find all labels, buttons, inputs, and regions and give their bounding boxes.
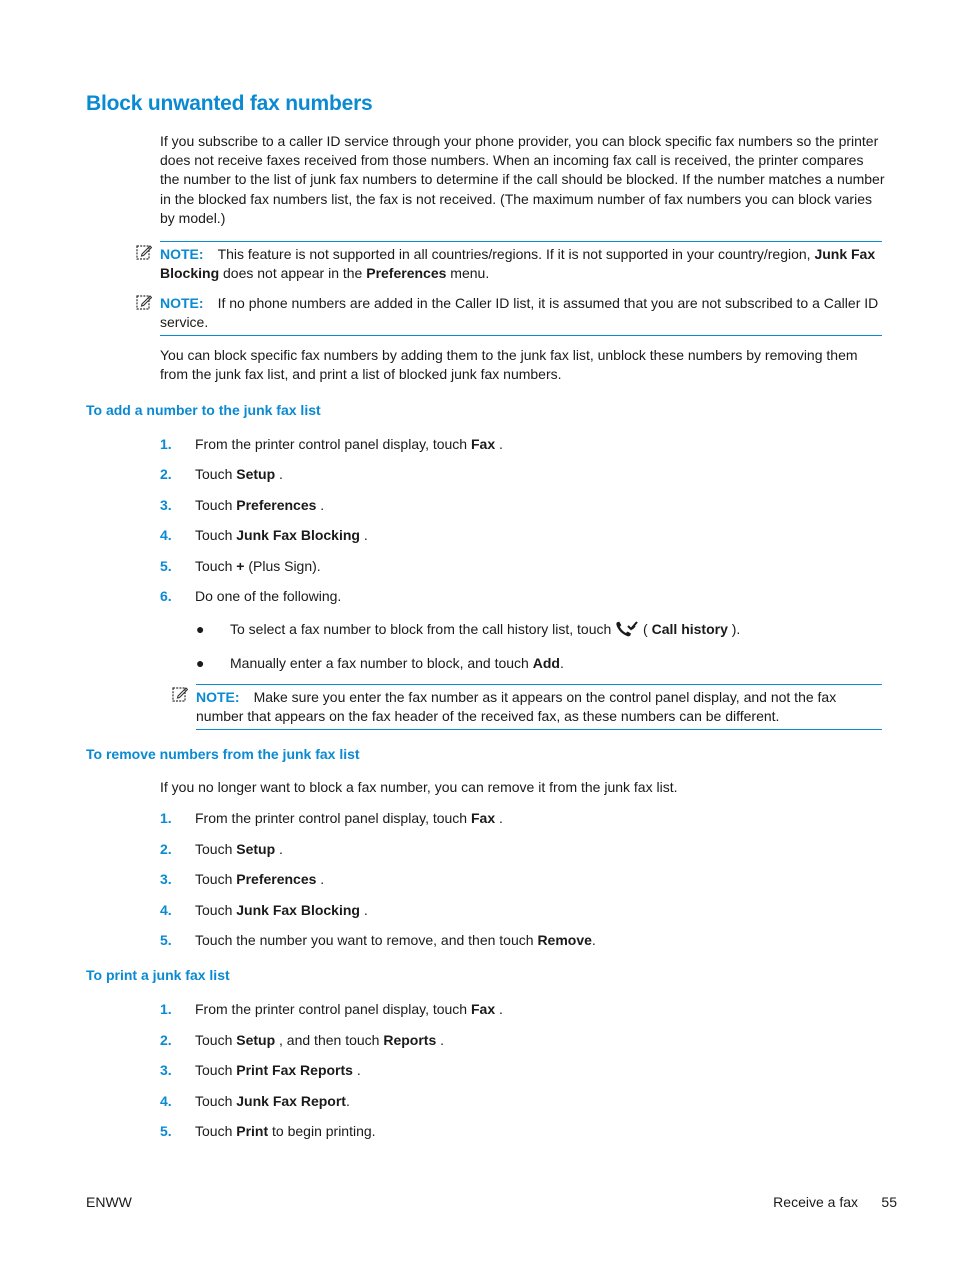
footer-section: Receive a fax — [773, 1194, 858, 1210]
bullet-dot: ● — [196, 621, 205, 637]
remove-intro: If you no longer want to block a fax number, you can remove it from the junk fax list. — [160, 779, 678, 795]
page-title: Block unwanted fax numbers — [86, 92, 373, 115]
block-overview-paragraph: You can block specific fax numbers by adding them to the junk fax list, unblock these numbers by removing them from the junk fax list, and print a list of blocked junk fax numbers. — [160, 347, 858, 383]
note-not-supported: NOTE: This feature is not supported in all countries/regions. If it is not supported in your country/region, Junk Fax Blocking does not appear in the Preferences menu. — [160, 241, 882, 283]
note-label: NOTE: — [160, 246, 204, 262]
section-title-remove: To remove numbers from the junk fax list — [86, 746, 360, 762]
section-title-add: To add a number to the junk fax list — [86, 402, 321, 418]
intro-paragraph: If you subscribe to a caller ID service through your phone provider, you can block specific fax numbers so the printer does not receive faxes received from those numbers. When an incoming fax call is received, the printer compares the number to the list of junk fax numbers to determine if the call should be blocked. If the number matches a number in the blocked fax numbers list, the fax is not received. (The maximum number of fax numbers you can block varies by model.) — [160, 133, 885, 226]
section-title-print: To print a junk fax list — [86, 967, 230, 983]
page-number: 55 — [881, 1194, 897, 1210]
note-pencil-icon — [136, 244, 152, 260]
junk-fax-blocking-term: Junk Fax Blocking — [160, 246, 876, 282]
note-pencil-icon — [136, 294, 152, 310]
note-label: NOTE: — [196, 689, 240, 705]
note-fax-number: NOTE: Make sure you enter the fax number as it appears on the control panel display, and not the fax number that appears on the fax header of the received fax, as these numbers can be different. — [196, 684, 882, 730]
note-label: NOTE: — [160, 295, 204, 311]
footer-left: ENWW — [86, 1194, 132, 1210]
call-history-icon — [615, 620, 639, 638]
bullet-dot: ● — [196, 655, 205, 671]
note-caller-id: NOTE: If no phone numbers are added in the Caller ID list, it is assumed that you are not subscribed to a Caller ID service. — [160, 294, 882, 336]
note-pencil-icon — [172, 686, 188, 702]
preferences-term: Preferences — [366, 265, 447, 282]
